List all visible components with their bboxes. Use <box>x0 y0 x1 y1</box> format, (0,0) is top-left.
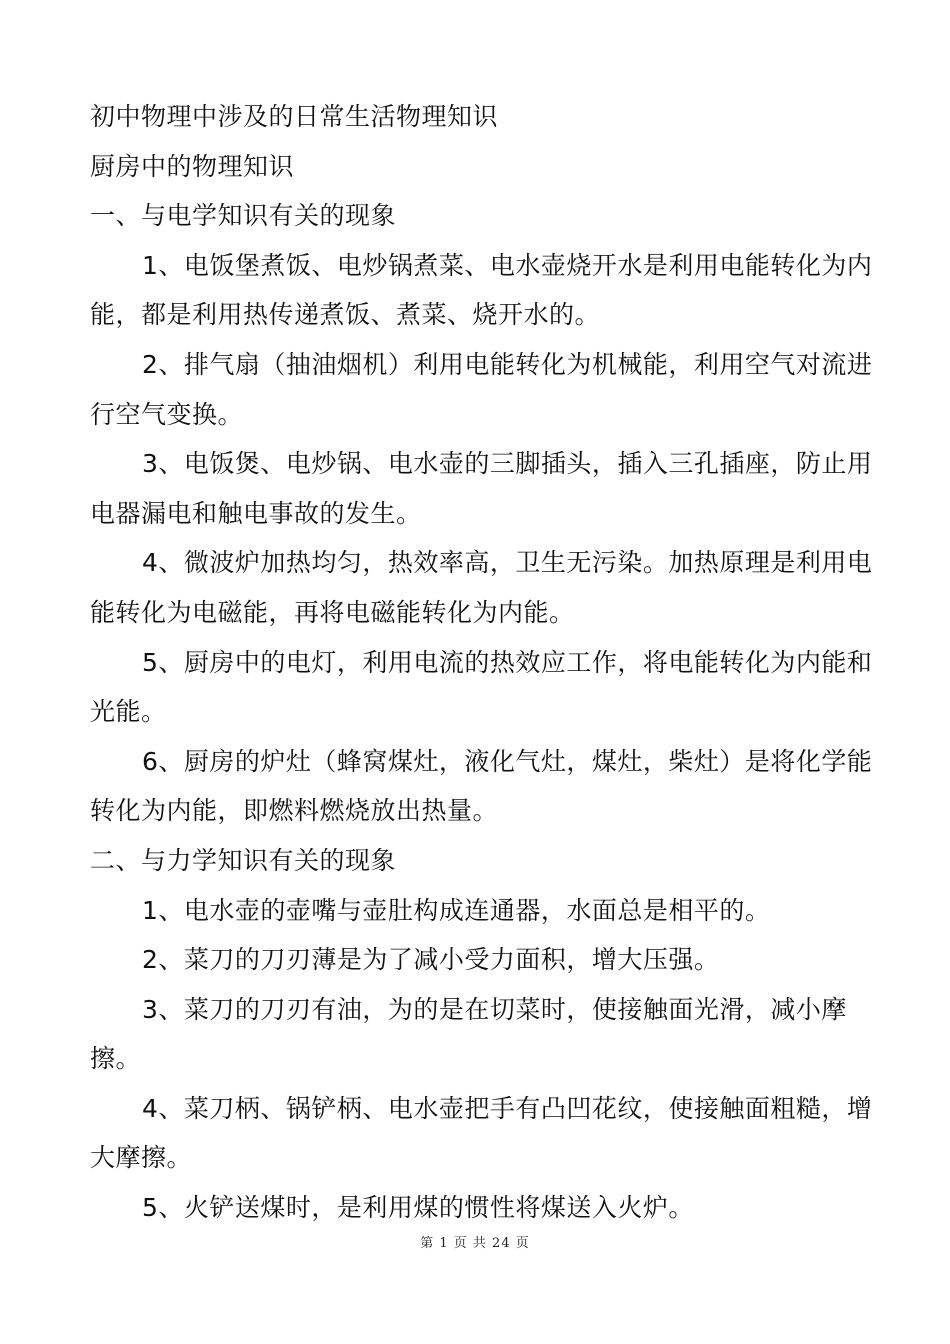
paragraph-mechanics-2: 2、菜刀的刀刃薄是为了减小受力面积，增大压强。 <box>142 945 720 975</box>
paragraph-mechanics-1: 1、电水壶的壶嘴与壶肚构成连通器，水面总是相平的。 <box>142 895 771 925</box>
page-footer: 第 1 页 共 24 页 <box>420 1236 530 1251</box>
paragraph-mechanics-4: 4、菜刀柄、锅铲柄、电水壶把手有凸凹花纹，使接触面粗糙，增大摩擦。 <box>90 1093 873 1173</box>
paragraph-electric-6: 6、厨房的炉灶（蜂窝煤灶，液化气灶，煤灶，柴灶）是将化学能转化为内能，即燃料燃烧放出热量。 <box>90 746 873 826</box>
document-title: 初中物理中涉及的日常生活物理知识 <box>90 102 499 131</box>
heading-electric: 一、与电学知识有关的现象 <box>90 201 397 231</box>
paragraph-electric-2: 2、排气扇（抽油烟机）利用电能转化为机械能，利用空气对流进行空气变换。 <box>90 349 873 429</box>
section-title: 厨房中的物理知识 <box>90 151 295 181</box>
paragraph-electric-4: 4、微波炉加热均匀，热效率高，卫生无污染。加热原理是利用电能转化为电磁能，再将电磁能转化为内能。 <box>90 548 873 627</box>
paragraph-electric-3: 3、电饭煲、电炒锅、电水壶的三脚插头，插入三孔插座，防止用电器漏电和触电事故的发生。 <box>90 449 873 528</box>
paragraph-electric-1: 1、电饭堡煮饭、电炒锅煮菜、电水壶烧开水是利用电能转化为内能，都是利用热传递煮饭、煮菜、烧开水的。 <box>90 250 873 330</box>
paragraph-mechanics-5: 5、火铲送煤时，是利用煤的惯性将煤送入火炉。 <box>142 1193 694 1223</box>
paragraph-mechanics-3: 3、菜刀的刀刃有油，为的是在切菜时，使接触面光滑，减小摩擦。 <box>90 994 847 1074</box>
document-body <box>90 92 880 1233</box>
paragraph-electric-5: 5、厨房中的电灯，利用电流的热效应工作，将电能转化为内能和光能。 <box>90 647 873 727</box>
heading-mechanics: 二、与力学知识有关的现象 <box>90 845 397 875</box>
